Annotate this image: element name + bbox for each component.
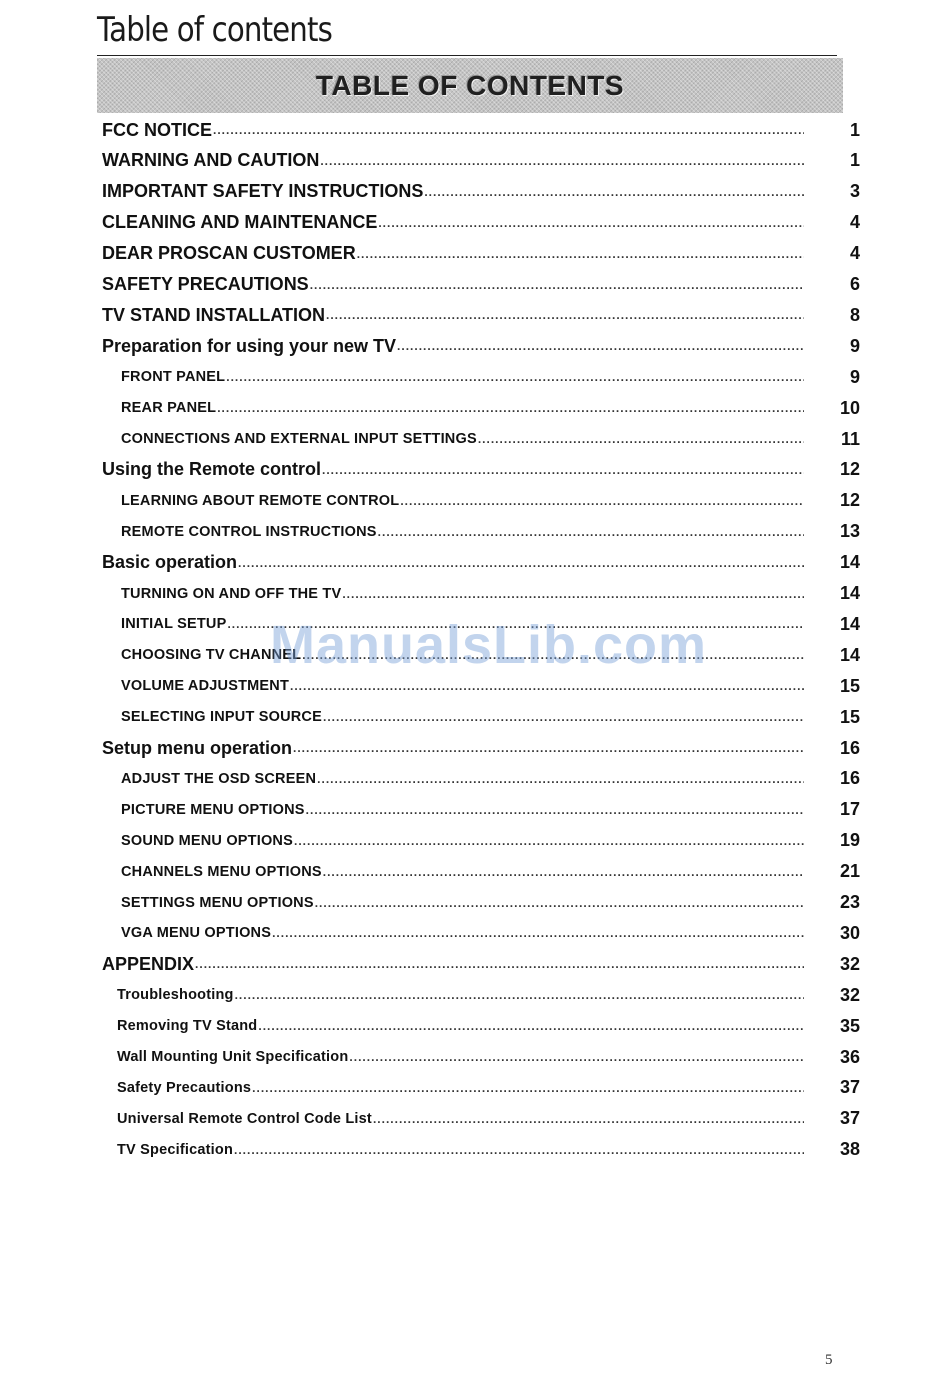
- toc-entry-label: CONNECTIONS AND EXTERNAL INPUT SETTINGS: [121, 431, 477, 447]
- toc-entry-label: INITIAL SETUP: [121, 616, 227, 633]
- toc-entry-page: 1: [849, 150, 860, 171]
- toc-dot-leader: [323, 710, 804, 724]
- toc-entry-page: 4: [849, 212, 860, 233]
- toc-banner: [97, 58, 843, 113]
- toc-entry[interactable]: [121, 517, 860, 547]
- toc-entry[interactable]: [117, 980, 860, 1010]
- toc-entry-label: SETTINGS MENU OPTIONS: [121, 894, 314, 911]
- page-heading: Table of contents: [97, 10, 332, 50]
- toc-entry-page: 19: [839, 830, 860, 851]
- toc-entry-page: 16: [839, 768, 860, 789]
- toc-entry-page: 10: [839, 397, 860, 418]
- toc-entry-label: ADJUST THE OSD SCREEN: [121, 770, 317, 787]
- toc-entry[interactable]: [121, 362, 860, 392]
- toc-entry-label: FRONT PANEL: [121, 369, 226, 386]
- toc-entry[interactable]: [121, 579, 860, 609]
- toc-entry-page: 38: [839, 1139, 860, 1160]
- toc-entry-label: VGA MENU OPTIONS: [121, 925, 272, 942]
- toc-entry[interactable]: [102, 455, 860, 485]
- toc-entry-label: WARNING AND CAUTION: [102, 150, 320, 171]
- toc-entry[interactable]: [102, 733, 860, 763]
- toc-dot-leader: [195, 957, 804, 971]
- toc-entry[interactable]: [102, 146, 860, 176]
- toc-dot-leader: [235, 988, 804, 1002]
- toc-dot-leader: [320, 154, 804, 168]
- toc-entry-label: Using the Remote control: [102, 459, 322, 480]
- toc-dot-leader: [317, 772, 804, 786]
- toc-entry-label: SOUND MENU OPTIONS: [121, 832, 293, 849]
- toc-entry[interactable]: [117, 1042, 860, 1072]
- toc-entry-page: 4: [849, 243, 860, 264]
- toc-entry-label: Basic operation: [102, 552, 238, 573]
- toc-entry-page: 15: [839, 706, 860, 727]
- toc-entry-page: 6: [849, 274, 860, 294]
- toc-dot-leader: [290, 679, 804, 693]
- toc-entry[interactable]: [121, 393, 860, 423]
- toc-entry-page: 14: [839, 644, 860, 665]
- toc-entry[interactable]: [121, 671, 860, 701]
- toc-dot-leader: [400, 494, 804, 508]
- toc-entry[interactable]: [121, 486, 860, 516]
- toc-entry[interactable]: [102, 300, 860, 330]
- toc-entry-page: 15: [839, 675, 860, 696]
- toc-entry-label: APPENDIX: [102, 953, 195, 974]
- toc-entry-page: 17: [839, 799, 860, 820]
- toc-entry[interactable]: [121, 857, 860, 887]
- toc-entry-label: Setup menu operation: [102, 737, 293, 758]
- toc-entry-label: REMOTE CONTROL INSTRUCTIONS: [121, 523, 377, 540]
- toc-entry[interactable]: [102, 239, 860, 269]
- toc-entry[interactable]: [117, 1073, 860, 1103]
- toc-dot-leader: [478, 432, 804, 446]
- toc-entry[interactable]: [121, 764, 860, 794]
- toc-entry-page: 32: [839, 984, 860, 1005]
- toc-entry-label: TV Specification: [117, 1141, 233, 1158]
- toc-entry[interactable]: [121, 424, 860, 454]
- toc-entry[interactable]: [121, 918, 860, 948]
- toc-entry-page: 1: [849, 119, 860, 140]
- toc-entry[interactable]: [102, 548, 860, 578]
- watermark: ManualsLib.com: [270, 615, 708, 675]
- toc-dot-leader: [217, 401, 804, 415]
- toc-entry-label: DEAR PROSCAN CUSTOMER: [102, 243, 356, 264]
- toc-dot-leader: [272, 926, 804, 940]
- toc-dot-leader: [326, 308, 804, 322]
- toc-dot-leader: [357, 247, 804, 261]
- toc-entry-page: 12: [839, 490, 860, 511]
- toc-entry[interactable]: [121, 795, 860, 825]
- toc-entry-page: 13: [839, 521, 860, 542]
- toc-entry-page: 14: [839, 583, 860, 603]
- toc-entry-label: PICTURE MENU OPTIONS: [121, 801, 305, 818]
- toc-entry-label: Removing TV Stand: [117, 1018, 258, 1035]
- toc-entry-page: 16: [839, 737, 860, 758]
- toc-dot-leader: [252, 1081, 804, 1095]
- toc-dot-leader: [302, 648, 804, 662]
- toc-entry-page: 12: [839, 459, 860, 480]
- toc-entry-label: TV STAND INSTALLATION: [102, 304, 325, 325]
- toc-entry-label: TURNING ON AND OFF THE TV: [121, 585, 342, 602]
- toc-entry[interactable]: [102, 270, 860, 300]
- toc-dot-leader: [315, 896, 804, 910]
- toc-entry-label: IMPORTANT SAFETY INSTRUCTIONS: [102, 181, 424, 202]
- toc-dot-leader: [306, 803, 804, 817]
- toc-entry-label: Troubleshooting: [117, 987, 234, 1004]
- toc-entry-page: 8: [849, 304, 860, 325]
- toc-entry-page: 9: [849, 366, 860, 387]
- toc-entry[interactable]: [121, 640, 860, 670]
- toc-dot-leader: [342, 587, 804, 601]
- toc-entry-page: 37: [839, 1077, 860, 1098]
- toc-entry-page: 37: [839, 1108, 860, 1129]
- toc-dot-leader: [424, 185, 804, 199]
- toc-dot-leader: [378, 216, 804, 230]
- toc-entry[interactable]: [102, 208, 860, 238]
- toc-entry-label: Wall Mounting Unit Specification: [117, 1049, 349, 1065]
- toc-entry-page: 14: [839, 613, 860, 634]
- toc-dot-leader: [349, 1050, 804, 1064]
- toc-entry-label: Universal Remote Control Code List: [117, 1110, 372, 1127]
- toc-entry-label: VOLUME ADJUSTMENT: [121, 678, 290, 695]
- toc-entry[interactable]: [121, 826, 860, 856]
- toc-dot-leader: [227, 617, 804, 631]
- toc-entry-page: 9: [849, 335, 860, 356]
- toc-entry-label: CHOOSING TV CHANNEL: [121, 647, 302, 664]
- toc-dot-leader: [234, 1143, 804, 1157]
- toc-dot-leader: [378, 525, 804, 539]
- toc-dot-leader: [213, 123, 804, 137]
- toc-entry-label: Preparation for using your new TV: [102, 335, 397, 356]
- toc-entry[interactable]: [121, 888, 860, 918]
- toc-entry[interactable]: [117, 1104, 860, 1134]
- toc-dot-leader: [373, 1112, 804, 1126]
- toc-dot-leader: [310, 278, 804, 292]
- heading-rule: [97, 55, 837, 56]
- toc-entry-label: REAR PANEL: [121, 400, 217, 417]
- toc-entry[interactable]: [121, 609, 860, 639]
- toc-entry-label: SAFETY PRECAUTIONS: [102, 274, 309, 294]
- toc-dot-leader: [323, 865, 804, 879]
- toc-entry[interactable]: [102, 177, 860, 207]
- toc-dot-leader: [294, 834, 804, 848]
- toc-dot-leader: [258, 1019, 804, 1033]
- toc-entry-label: CHANNELS MENU OPTIONS: [121, 863, 322, 880]
- toc-entry-page: 35: [839, 1015, 860, 1036]
- toc-entry-label: LEARNING ABOUT REMOTE CONTROL: [121, 492, 400, 509]
- toc-entry[interactable]: [102, 331, 860, 361]
- toc-entry-label: FCC NOTICE: [102, 119, 212, 140]
- toc-entry-label: Safety Precautions: [117, 1079, 252, 1096]
- banner-title: TABLE OF CONTENTS: [315, 69, 625, 101]
- toc-entry-page: 21: [839, 861, 860, 882]
- toc-entry-page: 30: [839, 922, 860, 943]
- toc-entry[interactable]: [117, 1135, 860, 1165]
- toc-entry-page: 36: [839, 1046, 860, 1067]
- toc-dot-leader: [322, 463, 804, 477]
- page-number: 5: [825, 1352, 833, 1368]
- toc-dot-leader: [293, 741, 804, 755]
- toc-entry[interactable]: [102, 949, 860, 979]
- toc-entry-page: 3: [849, 181, 860, 202]
- toc-dot-leader: [226, 370, 804, 384]
- toc-entry-page: 14: [839, 552, 860, 573]
- toc-dot-leader: [238, 556, 804, 570]
- toc-entry[interactable]: [121, 702, 860, 732]
- toc-entry-label: SELECTING INPUT SOURCE: [121, 709, 322, 726]
- toc-entry[interactable]: [102, 115, 860, 145]
- toc-entry-page: 23: [839, 892, 860, 912]
- toc-entry-page: 11: [840, 428, 860, 449]
- toc-entry[interactable]: [117, 1011, 860, 1041]
- toc-dot-leader: [397, 339, 804, 353]
- toc-entry-page: 32: [839, 953, 860, 974]
- toc-entry-label: CLEANING AND MAINTENANCE: [102, 212, 378, 233]
